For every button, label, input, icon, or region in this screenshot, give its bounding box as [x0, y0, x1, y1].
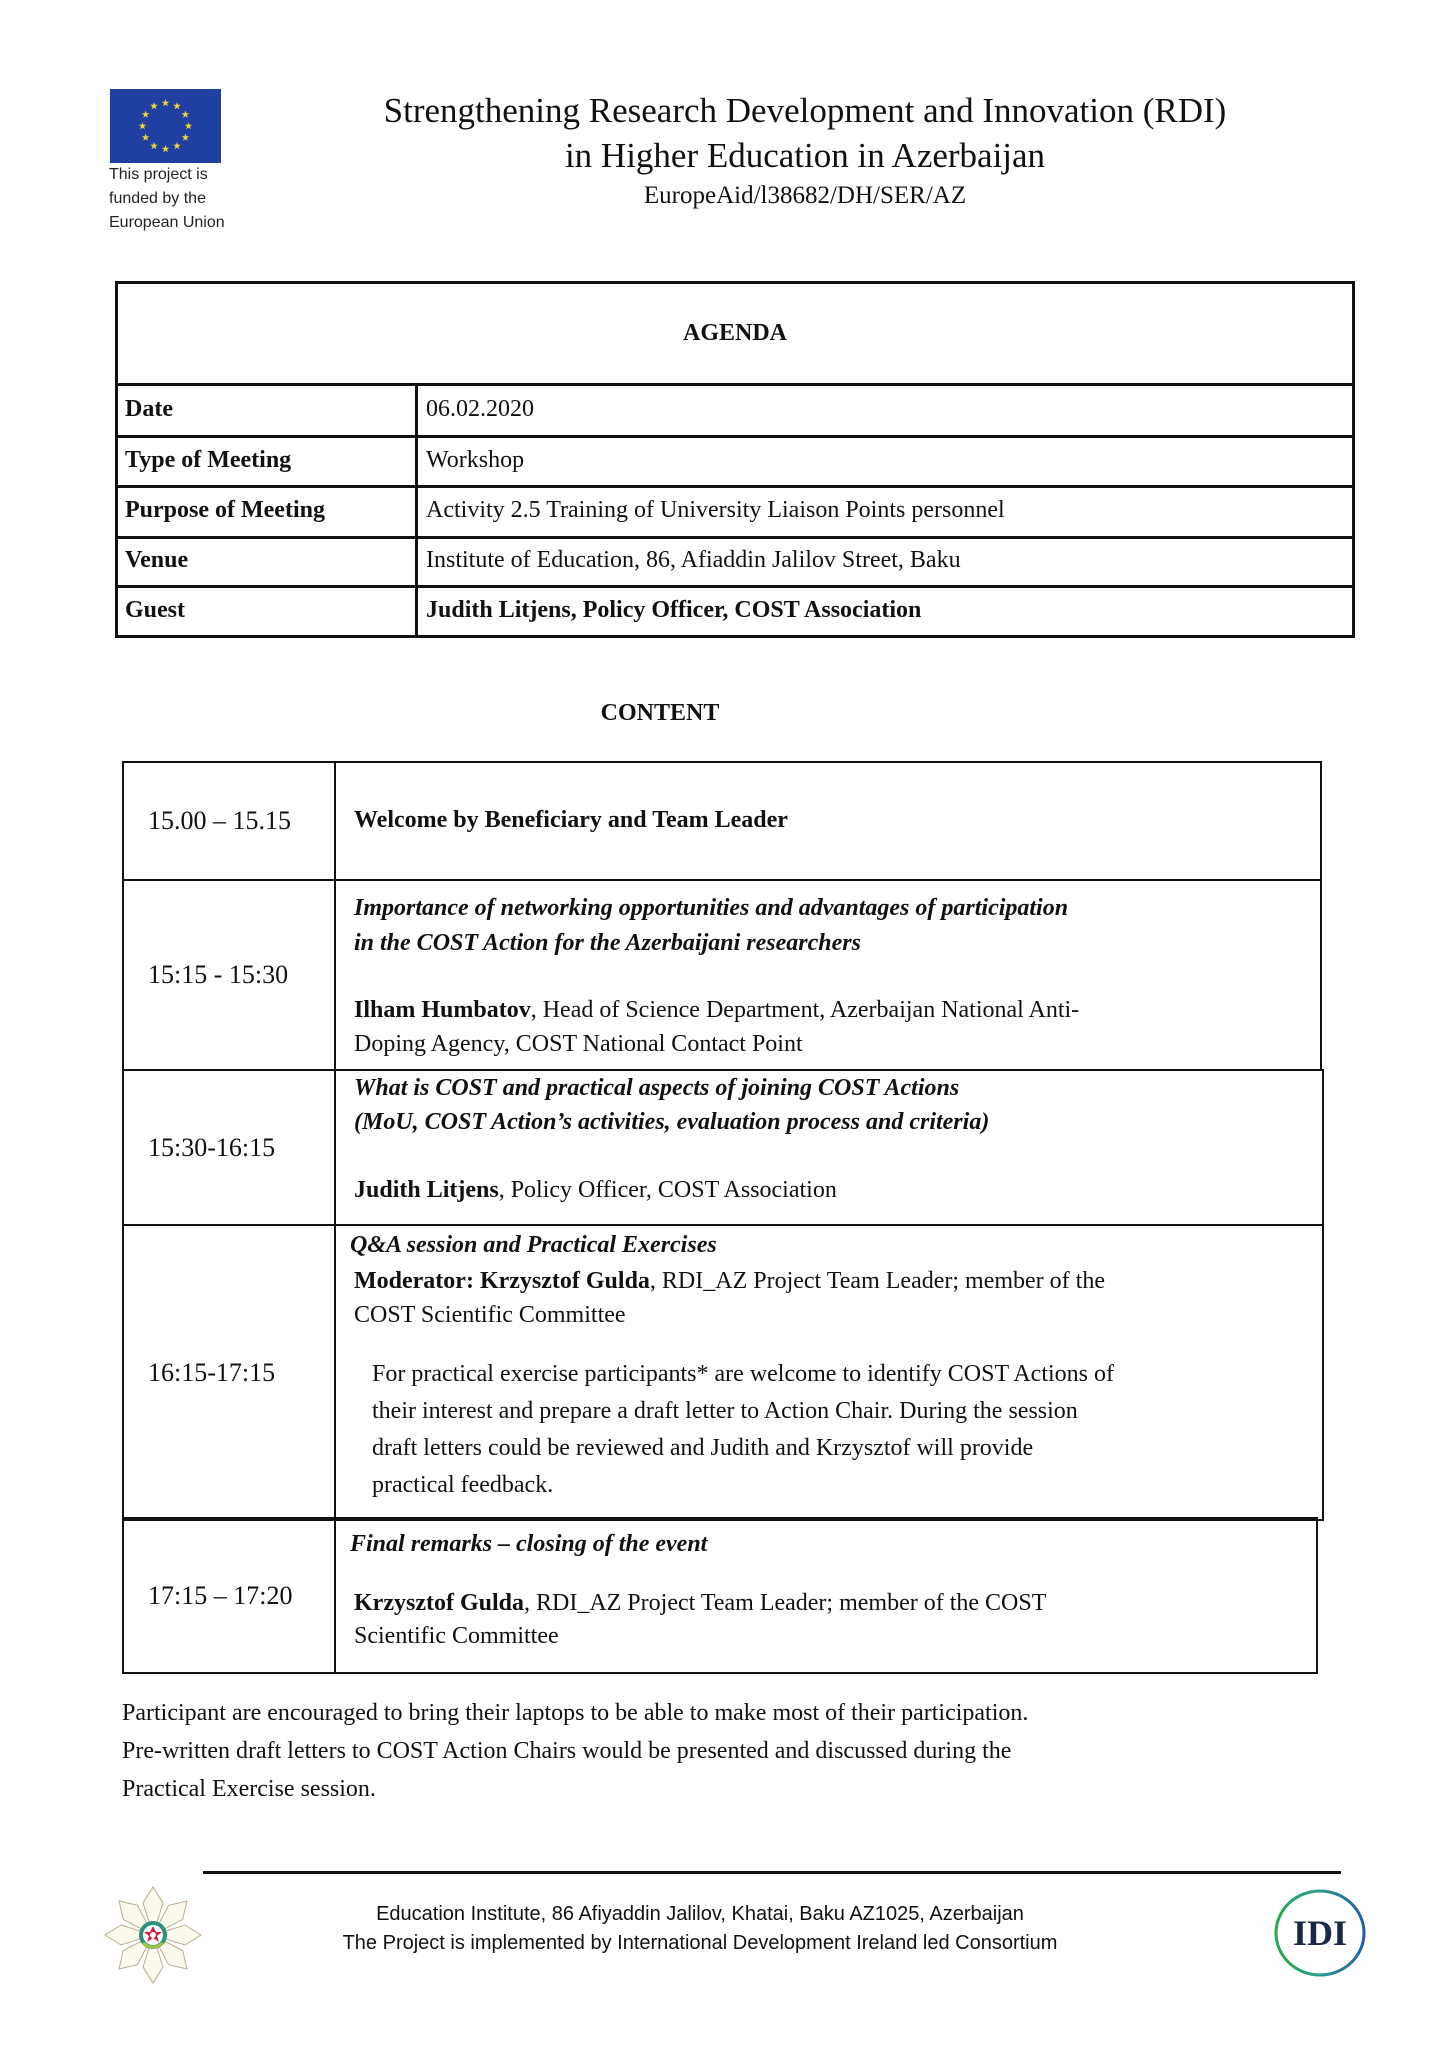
exercise-description-line: draft letters could be reviewed and Judith and Krzysztof will provide	[372, 1435, 1034, 1461]
agenda-label: Guest	[118, 585, 418, 635]
speaker-line	[354, 1586, 1046, 1620]
session-title: Welcome by Beneficiary and Team Leader	[354, 807, 788, 833]
agenda-row-guest	[118, 585, 1352, 635]
idi-logo-text: IDI	[1292, 1913, 1348, 1953]
session-row	[122, 761, 1322, 881]
speaker-role-line: Doping Agency, COST National Contact Point	[354, 1031, 803, 1057]
agenda-label: Venue	[118, 536, 418, 585]
speaker-line	[354, 993, 1079, 1027]
session-title: Q&A session and Practical Exercises	[350, 1232, 717, 1258]
moderator-line	[354, 1264, 1105, 1298]
session-time: 16:15-17:15	[124, 1226, 336, 1519]
moderator-name: Moderator: Krzysztof Gulda	[354, 1268, 650, 1294]
exercise-description-line: their interest and prepare a draft letter to Action Chair. During the session	[372, 1398, 1078, 1424]
education-institute-emblem-icon	[103, 1883, 203, 1987]
session-description	[350, 1519, 1308, 1672]
agenda-label: Purpose of Meeting	[118, 485, 418, 536]
project-reference: EuropeAid/l38682/DH/SER/AZ	[643, 182, 967, 209]
footer-address: Education Institute, 86 Afiyaddin Jalilov, Khatai, Baku AZ1025, Azerbaijan	[376, 1903, 1024, 1925]
eu-caption-line: This project is	[109, 166, 208, 183]
note-line: Participant are encouraged to bring their laptops to be able to make most of their participation.	[122, 1700, 1029, 1726]
agenda-value: Institute of Education, 86, Afiaddin Jalilov Street, Baku	[426, 547, 961, 573]
agenda-value: 06.02.2020	[426, 395, 534, 422]
speaker-role: , Policy Officer, COST Association	[498, 1177, 837, 1203]
note-line: Pre-written draft letters to COST Action Chairs would be presented and discussed during the	[122, 1738, 1012, 1764]
speaker-name: Ilham Humbatov	[354, 997, 531, 1023]
speaker-role: , Head of Science Department, Azerbaijan National Anti-	[530, 997, 1080, 1023]
footer-text	[250, 1900, 1150, 1958]
exercise-description-line: practical feedback.	[372, 1472, 554, 1498]
session-title: Final remarks – closing of the event	[350, 1531, 708, 1557]
session-description	[354, 1071, 1314, 1224]
footer-implementer: The Project is implemented by International Development Ireland led Consortium	[342, 1932, 1058, 1954]
session-description	[350, 1226, 1314, 1519]
session-row	[122, 1224, 1324, 1521]
agenda-value: Judith Litjens, Policy Officer, COST Association	[426, 596, 922, 623]
speaker-name: Krzysztof Gulda	[354, 1590, 524, 1616]
agenda-label: Type of Meeting	[118, 435, 418, 485]
participant-note	[122, 1694, 1382, 1808]
session-row	[122, 1069, 1324, 1226]
eu-funding-caption	[109, 163, 249, 235]
eu-flag-icon	[110, 89, 221, 163]
session-title-line: What is COST and practical aspects of joining COST Actions	[354, 1075, 960, 1101]
agenda-row-purpose	[118, 485, 1352, 539]
moderator-role: , RDI_AZ Project Team Leader; member of the	[649, 1268, 1105, 1294]
session-time: 15:30-16:15	[124, 1071, 336, 1224]
agenda-row-venue	[118, 536, 1352, 588]
session-title-line: (MoU, COST Action’s activities, evaluation process and criteria)	[354, 1109, 990, 1135]
speaker-name: Judith Litjens	[354, 1177, 499, 1203]
speaker-role: , RDI_AZ Project Team Leader; member of the COST	[523, 1590, 1047, 1616]
session-time: 15:15 - 15:30	[124, 881, 336, 1069]
session-time: 15.00 – 15.15	[124, 763, 336, 879]
eu-caption-line: European Union	[109, 214, 225, 231]
session-description	[354, 881, 1312, 1069]
session-row	[122, 879, 1322, 1071]
agenda-row-date	[118, 383, 1352, 438]
title-line-1: Strengthening Research Development and Innovation (RDI)	[383, 91, 1227, 130]
agenda-label: Date	[118, 383, 418, 435]
session-description	[354, 763, 1312, 879]
title-line-2: in Higher Education in Azerbaijan	[564, 136, 1046, 175]
idi-logo-icon	[1273, 1888, 1367, 1978]
session-title-line: Importance of networking opportunities and advantages of participation	[354, 895, 1069, 921]
project-title	[300, 88, 1310, 214]
session-time: 17:15 – 17:20	[124, 1519, 336, 1672]
agenda-row-type	[118, 435, 1352, 488]
session-row	[122, 1517, 1318, 1674]
agenda-table	[115, 281, 1355, 638]
speaker-role-line: Scientific Committee	[354, 1623, 559, 1649]
exercise-description-line: For practical exercise participants* are welcome to identify COST Actions of	[372, 1361, 1114, 1387]
moderator-role-line: COST Scientific Committee	[354, 1302, 626, 1328]
content-heading: CONTENT	[600, 700, 720, 726]
footer-divider	[203, 1871, 1341, 1874]
note-line: Practical Exercise session.	[122, 1776, 376, 1802]
agenda-value: Workshop	[426, 446, 525, 473]
agenda-heading: AGENDA	[118, 284, 1352, 386]
speaker-line	[354, 1173, 837, 1207]
agenda-value: Activity 2.5 Training of University Liaison Points personnel	[426, 497, 1005, 523]
eu-caption-line: funded by the	[109, 190, 206, 207]
session-title-line: in the COST Action for the Azerbaijani researchers	[354, 930, 861, 956]
